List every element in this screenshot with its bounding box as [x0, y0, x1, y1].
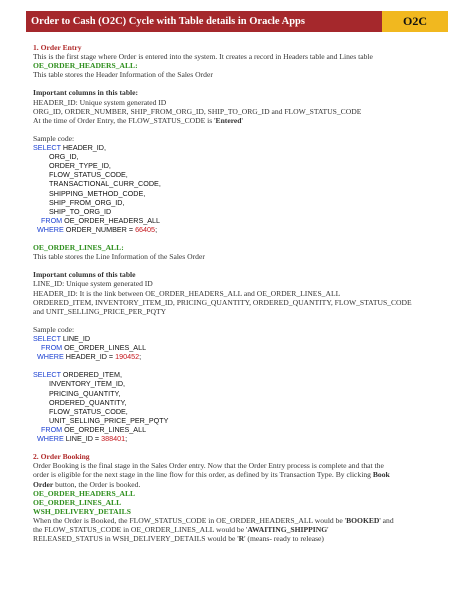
document-code-badge: O2C — [382, 11, 448, 32]
table-name: WSH_DELIVERY_DETAILS — [33, 506, 131, 516]
code-block-lines-1: SELECT LINE_ID FROM OE_ORDER_LINES_ALL WHERE HEADER_ID = 190452; — [33, 334, 147, 362]
column-note: ORDERED_ITEM, INVENTORY_ITEM_ID, PRICING_QUANTITY, ORDERED_QUANTITY, FLOW_STATUS_CODE — [33, 297, 412, 307]
paragraph: Order button, the Order is booked. — [33, 479, 141, 489]
code-block-headers: SELECT HEADER_ID, ORG_ID, ORDER_TYPE_ID, FLOW_STATUS_CODE, TRANSACTIONAL_CURR_CODE, SHIPPING_METHOD_CODE, SHIP_FROM_ORG_ID, SHIP_TO_ORG_ID FROM OE_ORDER_HEADERS_ALL WHERE ORDER_NUMBER = 66405; — [33, 143, 161, 234]
page-header — [26, 11, 448, 32]
paragraph: order is eligible for the next stage in the line flow for this order, as defined by its Transaction Type. By clicking Book — [33, 470, 390, 480]
column-note: At the time of Order Entry, the FLOW_STATUS_CODE is 'Entered' — [33, 115, 243, 125]
table-description: This table stores the Header Information of the Sales Order — [33, 70, 213, 80]
sample-code-label: Sample code: — [33, 324, 75, 334]
columns-title: Important columns of this table — [33, 270, 136, 280]
columns-title: Important columns in this table: — [33, 88, 139, 98]
status-note: RELEASED_STATUS in WSH_DELIVERY_DETAILS would be 'R' (means- ready to release) — [33, 534, 324, 544]
code-block-lines-2: SELECT ORDERED_ITEM, INVENTORY_ITEM_ID, PRICING_QUANTITY, ORDERED_QUANTITY, FLOW_STATUS_CODE, UNIT_SELLING_PRICE_PER_PQTY FROM OE_ORDER_LINES_ALL WHERE LINE_ID = 388401; — [33, 370, 169, 444]
column-note: LINE_ID: Unique system generated ID — [33, 279, 153, 289]
sample-code-label: Sample code: — [33, 133, 75, 143]
table-description: This table stores the Line Information of the Sales Order — [33, 252, 205, 262]
document-title: Order to Cash (O2C) Cycle with Table details in Oracle Apps — [26, 11, 382, 32]
table-name: OE_ORDER_LINES_ALL — [33, 497, 122, 507]
column-note: HEADER_ID: It is the link between OE_ORDER_HEADERS_ALL and OE_ORDER_LINES_ALL — [33, 288, 341, 298]
table-name-headers: OE_ORDER_HEADERS_ALL: — [33, 61, 138, 71]
status-note: the FLOW_STATUS_CODE in OE_ORDER_LINES_ALL would be 'AWAITING_SHIPPING' — [33, 524, 329, 534]
paragraph: This is the first stage where Order is entered into the system. It creates a record in Headers table and Lines table — [33, 52, 373, 62]
paragraph: Order Booking is the final stage in the Sales Order entry. Now that the Order Entry process is complete and that the — [33, 461, 384, 471]
table-name: OE_ORDER_HEADERS_ALL — [33, 488, 136, 498]
column-note: HEADER_ID: Unique system generated ID — [33, 97, 167, 107]
column-note: and UNIT_SELLING_PRICE_PER_PQTY — [33, 306, 167, 316]
status-note: When the Order is Booked, the FLOW_STATUS_CODE in OE_ORDER_HEADERS_ALL would be 'BOOKED' and — [33, 515, 394, 525]
document-body — [33, 43, 445, 543]
column-note: ORG_ID, ORDER_NUMBER, SHIP_FROM_ORG_ID, SHIP_TO_ORG_ID and FLOW_STATUS_CODE — [33, 106, 362, 116]
table-name-lines: OE_ORDER_LINES_ALL: — [33, 243, 124, 253]
section-heading-order-entry: 1. Order Entry — [33, 43, 82, 52]
section-heading-order-booking: 2. Order Booking — [33, 452, 90, 462]
